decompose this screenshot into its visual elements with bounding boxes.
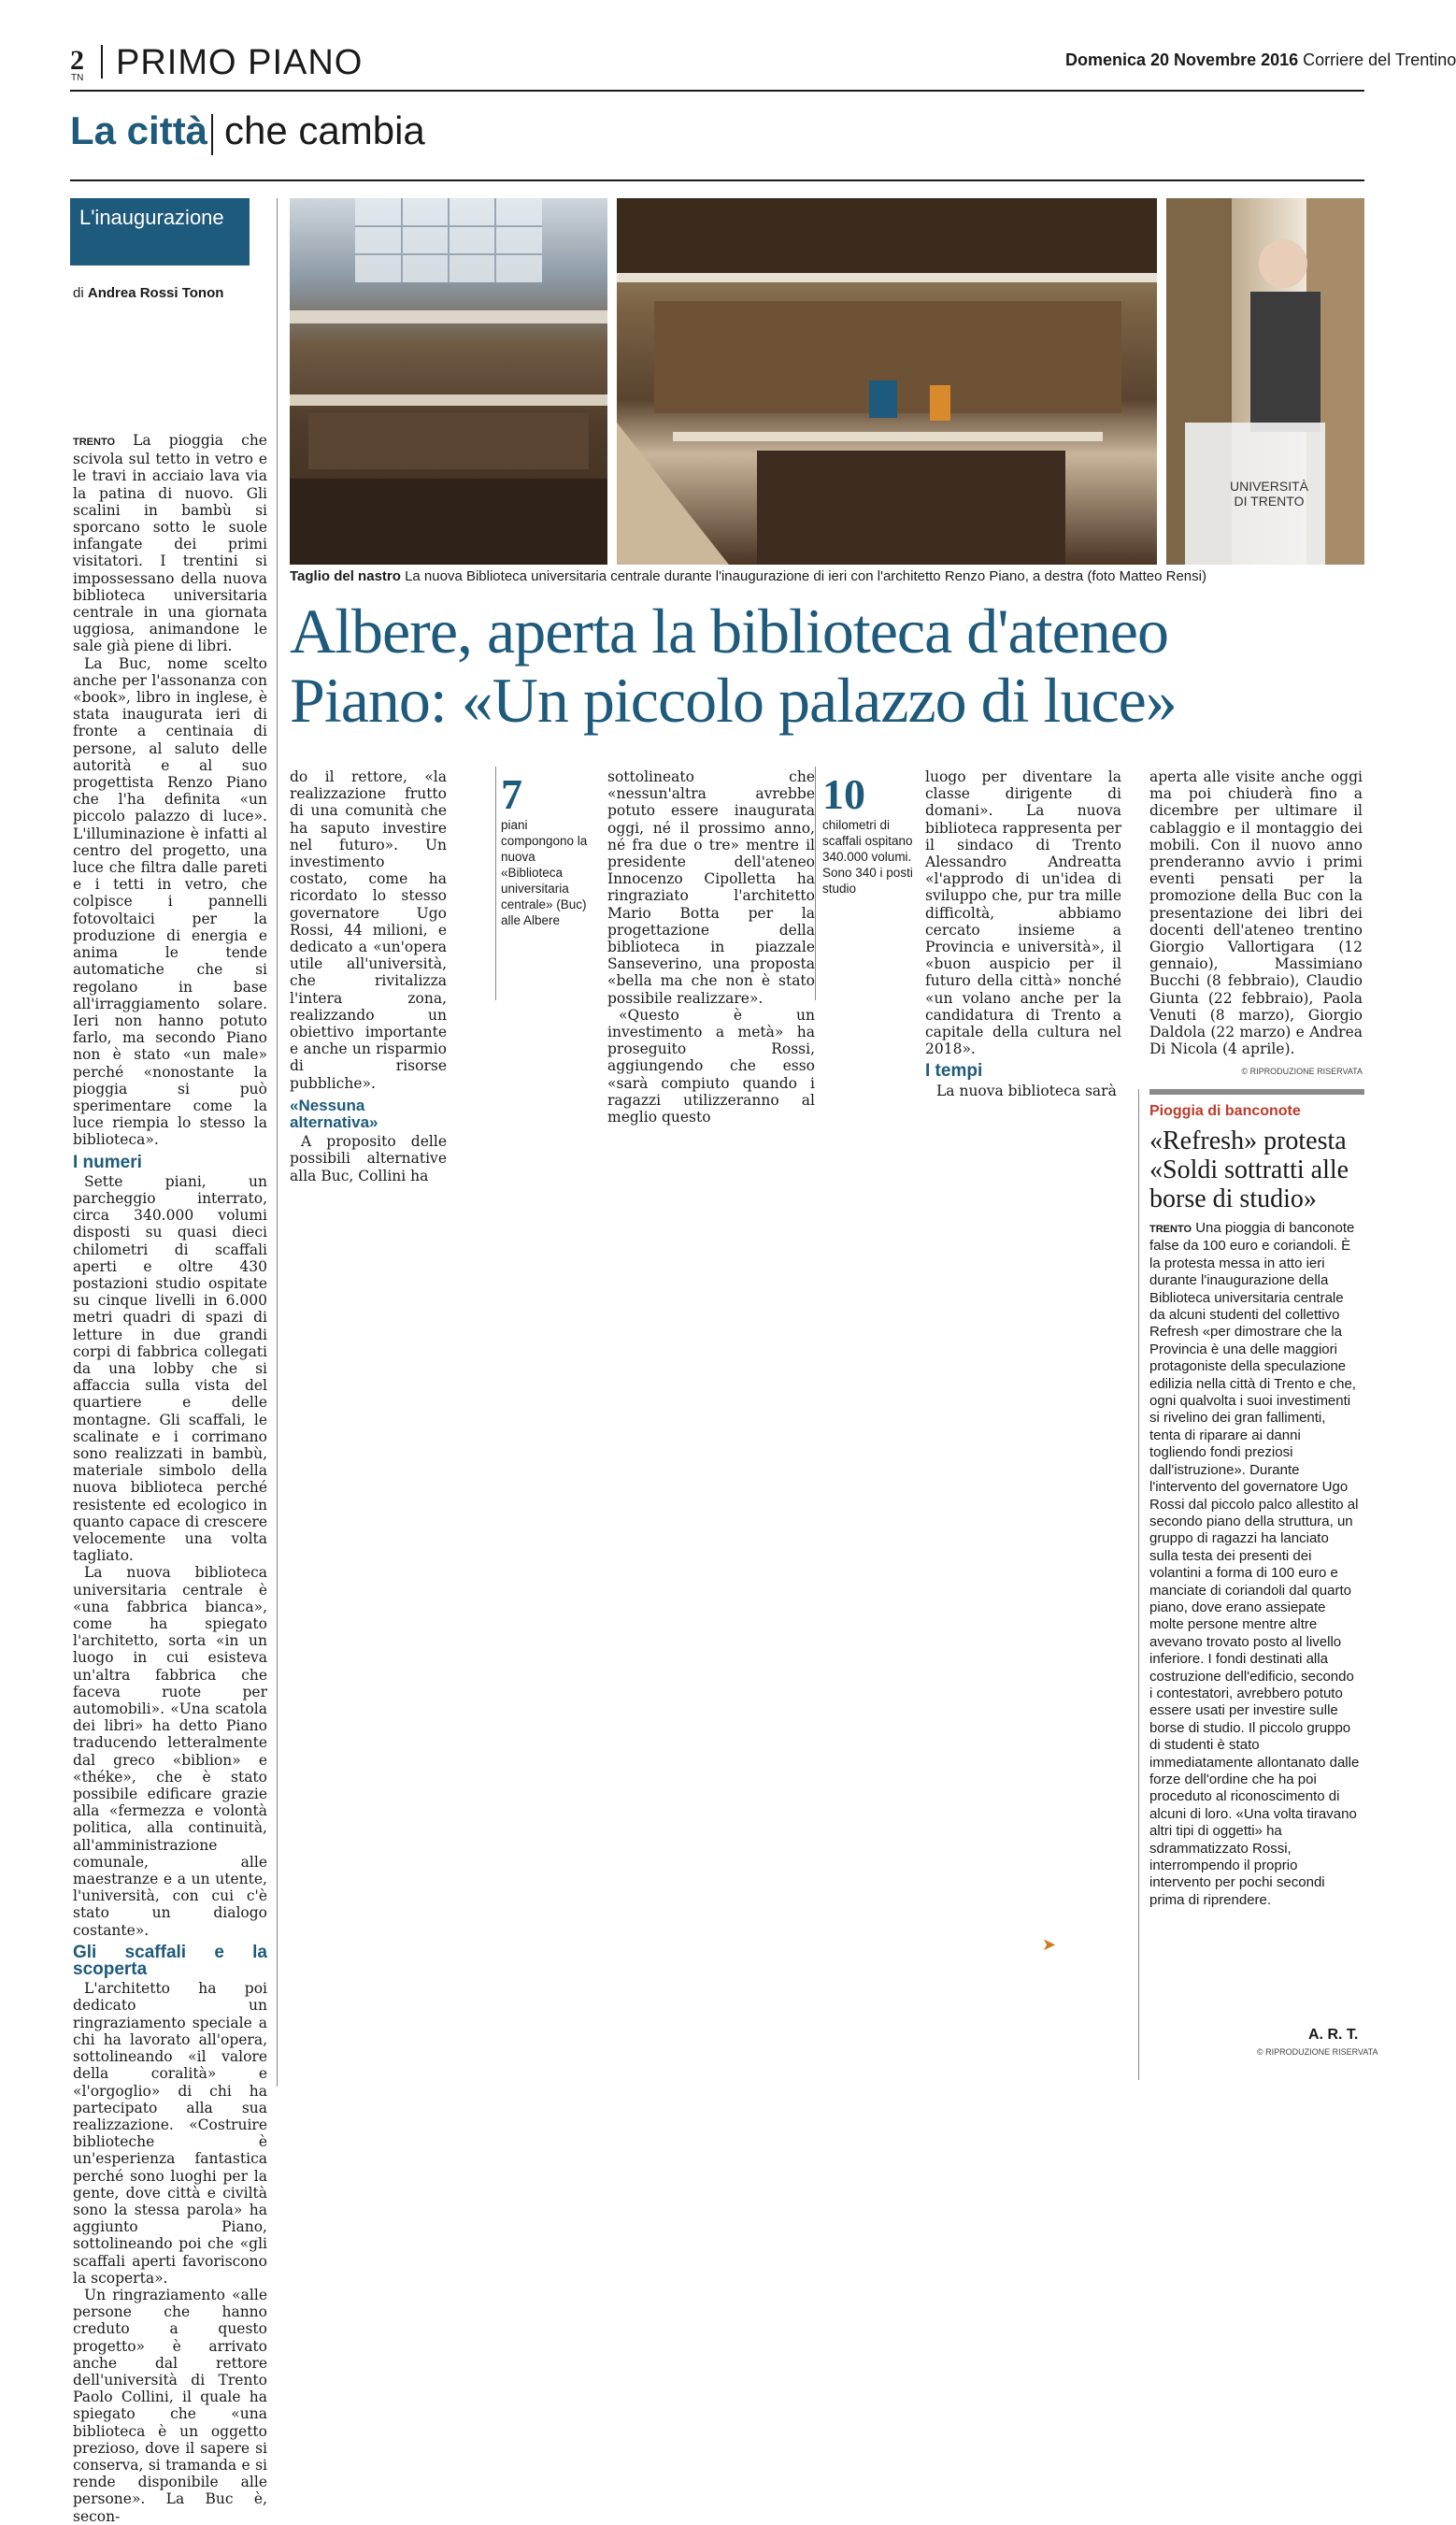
date: Domenica 20 Novembre 2016 [1065,50,1299,69]
caption-lead: Taglio del nastro [290,568,401,584]
headline-line-2: Piano: «Un piccolo palazzo di luce» [290,665,1177,736]
section-title: PRIMO PIANO [116,43,364,82]
fact-2-number: 10 [822,770,865,818]
continuation-arrow-icon: ➤ [1042,1935,1057,1955]
col5-p1: aperta alle visite anche oggi ma poi chiuderà fino a dicembre per ultimare il cablaggio e il montaggio dei mobili. Con il nuovo anno prenderanno avvio i primi eventi pensati per la promozione della Buc con la presentazione dei libri dei docenti dell'ateneo trentino Giorgio Vallortigara (12 gennaio), Massimiano Bucchi (8 febbraio), Claudio Giunta (22 febbraio), Paola Venuti (8 marzo), Giorgio Daldola (22 marzo) e Andrea Di Nicola (4 aprile). [1149,768,1363,1058]
headline [290,596,1364,735]
photo-renzo-piano-art [1166,198,1364,565]
col2-p2: A proposito delle possibili alternative alla Buc, Collini ha [290,1133,447,1184]
byline-prefix: di [73,285,84,301]
photo-skylight [290,198,607,565]
col1-p6: Un ringraziamento «alle persone che hanno creduto a questo progetto» è arrivato anche dal rettore dell'università di Trento Paolo Collini, il quale ha spiegato che «una biblioteca è un oggetto prezioso, dove il sapere si conserva, si tramanda e si rende disponibile alle persone». La Buc è, secon- [73,2286,267,2525]
sidebar-body [1149,1220,1360,1909]
sidebar-ribbon [1149,1089,1364,1095]
col4-p1: luogo per diventare la classe dirigente di domani». La nuova biblioteca rappresenta per il sindaco di Trento Alessandro Andreatta «l'approdo di un'idea di sviluppo che, pur tra mille difficoltà, abbiamo cercato insieme a Provincia e università», il «buon auspicio per il futuro della città» nonché «un volano anche per la candidatura di Trento a capitale della cultura nel 2018». [925,768,1121,1058]
col1-p3: Sette piani, un parcheggio interrato, circa 340.000 volumi disposti su quasi dieci chilometri di scaffali aperti e oltre 430 postazioni studio ospitate su cinque livelli in 6.000 metri quadri di spazi di letture in due grandi corpi di fabbrica collegati da una lobby che si affaccia sulla vista del quartiere e delle montagne. Gli scaffali, le scalinate e i corrimano sono realizzati in bambù, materiale simbolo della nuova biblioteca perché resistente ed ecologico in quanto capace di crescere velocemente una volta tagliato. [73,1172,267,1565]
caption-text: La nuova Biblioteca universitaria centrale durante l'inaugurazione di ieri con l'architetto Renzo Piano, a destra (foto Matteo Rensi) [405,568,1206,584]
col3-p2: «Questo è un investimento a metà» ha proseguito Rossi, aggiungendo che esso «sarà compiuto quando i ragazzi utilizzeranno al meglio questo [607,1006,815,1126]
subhead-alternativa: «Nessuna alternativa» [290,1096,378,1132]
column-3 [607,768,815,1126]
col1-p2: La Buc, nome scelto anche per l'assonanza con «book», libro in inglese, è stata inaugurata ieri di fronte a centinaia di persone, al saluto delle autorità e al suo progettista Renzo Piano che l'ha definita «un piccolo palazzo di luce». L'illuminazione è infatti al centro del progetto, una luce che filtra dalle pareti e i tetti in vetro, che colpisce i pannelli fotovoltaici per la produzione di energia e anima le tende automatiche che si regolano in base all'irraggiamento solare. Ieri non hanno potuto farlo, ma secondo Piano non è stato «un male» perché «nonostante la pioggia si può sperimentare come la luce riempia lo stesso la biblioteca». [73,654,267,1149]
page-number: 2 [70,45,84,76]
copyright-note: © RIPRODUZIONE RISERVATA [1241,1067,1363,1077]
photo-caption [290,568,1364,584]
fact-box-2 [822,772,916,897]
headline-line-1: Albere, aperta la biblioteca d'ateneo [290,595,1168,667]
column-1 [73,432,267,2525]
dateline-city: TRENTO [73,437,116,448]
sidebar-title: «Refresh» protesta «Soldi sottratti alle borse di studio» [1149,1126,1349,1213]
photo-atrium-art [617,198,1157,565]
byline [73,285,223,301]
fact-1-number: 7 [501,770,522,818]
sidebar-rule [1138,1089,1139,2080]
photo-atrium [617,198,1157,565]
story-tag: L'inaugurazione [70,198,250,265]
col2-p1: do il rettore, «la realizzazione frutto di una comunità che ha saputo investire nel futuro». Un investimento costato, come ha ricordato lo stesso governatore Ugo Rossi, 44 milioni, e dedicato a «un'opera utile all'università, che rivitalizza l'intera zona, realizzando un obiettivo importante e anche un risparmio di risorse pubbliche». [290,768,447,1092]
col4-p2: La nuova biblioteca sarà [936,1082,1117,1099]
column-rule-1 [277,198,278,2087]
fact-1-text: piani compongono la nuova «Biblioteca universitaria centrale» (Buc) alle Albere [501,818,588,927]
col1-p5: L'architetto ha poi dedicato un ringraziamento speciale a chi ha lavorato all'opera, sottolineando «il valore della coralità» e «l'orgoglio» di chi ha partecipato alla sua realizzazione. «Costruire biblioteche è un'esperienza fantastica perché sono luoghi per la gente, dove città e civiltà sono la stessa parola» ha aggiunto Piano, sottolineando poi che «gli scaffali aperti favoriscono la scoperta». [73,1980,267,2287]
subhead-tempi: I tempi [925,1061,983,1082]
sidebar-text: Una pioggia di banconote false da 100 euro e coriandoli. È la protesta messa in atto ieri durante l'inaugurazione della Biblioteca universitaria centrale da alcuni studenti del collettivo Refresh «per dimostrare che la Provincia è una delle maggiori protagoniste della speculazione edilizia nella città di Trento e che, ogni qualvolta i suoi investimenti si rivelino dei gran fallimenti, tenta di riparare ai danni togliendo fondi preziosi dall'istruzione». Durante l'intervento del governatore Ugo Rossi dal piccolo palco allestito al secondo piano della struttura, un gruppo di ragazzi ha lanciato sulla testa dei presenti dei volantini a forma di 100 euro e manciate di coriandoli dal quarto piano, dove erano assiepate molte persone mentre altre avevano trovato posto al livello inferiore. I fondi destinati alla costruzione dell'edificio, secondo i contestatori, avrebbero potuto essere usati per investire sulle borse di studio. Il piccolo gruppo di studenti è stato immediatamente allontanato dalle forze dell'ordine che ha poi proceduto al riconoscimento di alcuni di loro. «Una volta tiravano altri tipi di oggetti» ha sdrammatizzato Rossi, interrompendo il proprio intervento per pochi secondi prima di riprendere. [1149,1220,1360,1908]
fact-rule-1 [495,767,496,1000]
fact-2-text: chilometri di scaffali ospitano 340.000 volumi. Sono 340 i posti studio [822,818,913,896]
dateline [1065,50,1456,70]
col1-p1: La pioggia che scivola sul tetto in vetro e le travi in acciaio lava via la patina di nuovo. Gli scalini in bambù si sporcano sotto le suole infangate dei primi visitatori. I trentini si impossessano della nuova biblioteca universitaria centrale in una giornata uggiosa, animandone le sale già piene di libri. [73,432,267,655]
fact-rule-2 [815,767,816,1000]
byline-author: Andrea Rossi Tonon [87,285,224,301]
sidebar-signature: A. R. T. [1308,2027,1359,2043]
page-edition: TN [71,73,84,83]
sidebar-copyright: © RIPRODUZIONE RISERVATA [1257,2047,1378,2057]
column-4 [925,768,1121,1099]
paper-name: Corriere del Trentino [1303,50,1456,69]
sidebar-dateline: TRENTO [1149,1224,1192,1235]
rubric-rule [70,179,1364,181]
subhead-numeri: I numeri [73,1152,142,1172]
col1-p4: La nuova biblioteca universitaria centrale è «una fabbrica bianca», come ha spiegato l'architetto, sorta «in un luogo in cui esisteva un'altra fabbrica che faceva ruote per automobili». «Una scatola dei libri» ha detto Piano traducendo letteralmente dal greco «biblion» e «théke», che è stato possibile edificare grazie alla «fermezza e volontà politica, alla continuità, all'amministrazione comunale, alle maestranze e a un utente, l'università, con cui c'è stato un dialogo costante». [73,1564,267,1939]
header-divider [101,45,103,79]
subhead-scaffali: Gli scaffali e la scoperta [73,1942,267,1980]
sidebar-kicker: Pioggia di banconote [1149,1103,1301,1119]
rubric-sub: che cambia [224,108,425,152]
rubric-main: La città [70,108,208,152]
podium-logo: UNIVERSITÀ DI TRENTO [1229,479,1308,509]
photo-skylight-art [290,198,607,565]
top-rule [70,90,1364,92]
fact-box-1 [501,772,598,928]
column-2 [290,768,447,1184]
rubric-divider [211,114,213,155]
col3-p1: sottolineato che «nessun'altra avrebbe potuto essere inaugurata oggi, né il prossimo anno, né fra due o tre» mentre il presidente dell'ateneo Innocenzo Cipolletta ha ringraziato l'architetto Mario Botta per la progettazione della biblioteca in piazzale Sanseverino, una proposta «bella ma che non è stato possibile realizzare». [607,768,815,1007]
column-5 [1149,768,1363,1081]
photo-renzo-piano [1166,198,1364,565]
